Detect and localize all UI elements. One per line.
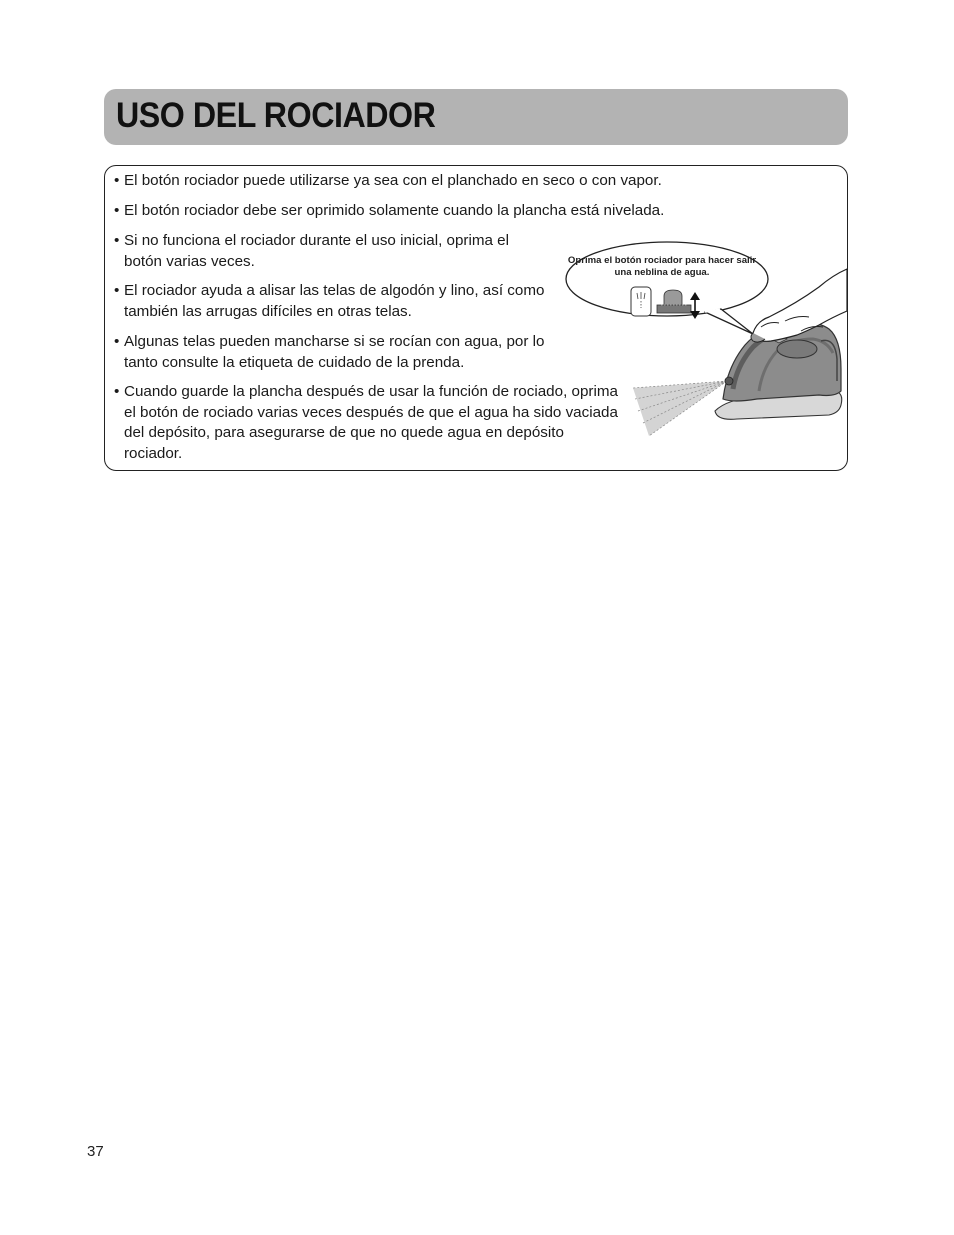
bullet-dot: • xyxy=(114,333,120,350)
bullet-item xyxy=(114,171,824,192)
bullet-text: El botón rociador puede utilizarse ya sea con el planchado en seco o con vapor. xyxy=(124,172,662,189)
section-title: USO DEL ROCIADOR xyxy=(116,96,436,135)
page-number: 37 xyxy=(87,1143,104,1160)
spray-button-icon xyxy=(631,287,651,316)
bullet-item xyxy=(114,201,824,222)
bullet-text: El rociador ayuda a alisar las telas de algodón y lino, así como también las arrugas difíciles en otras telas. xyxy=(124,282,545,320)
bullet-text: El botón rociador debe ser oprimido solamente cuando la plancha está nivelada. xyxy=(124,202,665,219)
section-header xyxy=(104,89,848,145)
bullet-item xyxy=(114,281,574,322)
bullet-item xyxy=(114,382,624,464)
instructions-box xyxy=(104,165,848,471)
bullet-item xyxy=(114,332,574,373)
bullet-text: Algunas telas pueden mancharse si se rocían con agua, por lo tanto consulte la etiqueta de cuidado de la prenda. xyxy=(124,333,545,371)
water-spray-mist xyxy=(633,381,727,436)
bullet-dot: • xyxy=(114,383,120,400)
bullet-text: Si no funciona el rociador durante el uso inicial, oprima el botón varias veces. xyxy=(124,232,509,270)
bullet-dot: • xyxy=(114,232,120,249)
bullet-text: Cuando guarde la plancha después de usar la función de rociado, oprima el botón de rociado varias veces después de que el agua ha sido vaciada del depósito, para asegurarse de que no quede agua en depósito rociador. xyxy=(124,383,618,462)
bullet-dot: • xyxy=(114,282,120,299)
callout-text: Oprima el botón rociador para hacer salir una neblina de agua. xyxy=(567,255,757,278)
bullet-dot: • xyxy=(114,202,120,219)
bullet-dot: • xyxy=(114,172,120,189)
bullet-item xyxy=(114,231,544,272)
